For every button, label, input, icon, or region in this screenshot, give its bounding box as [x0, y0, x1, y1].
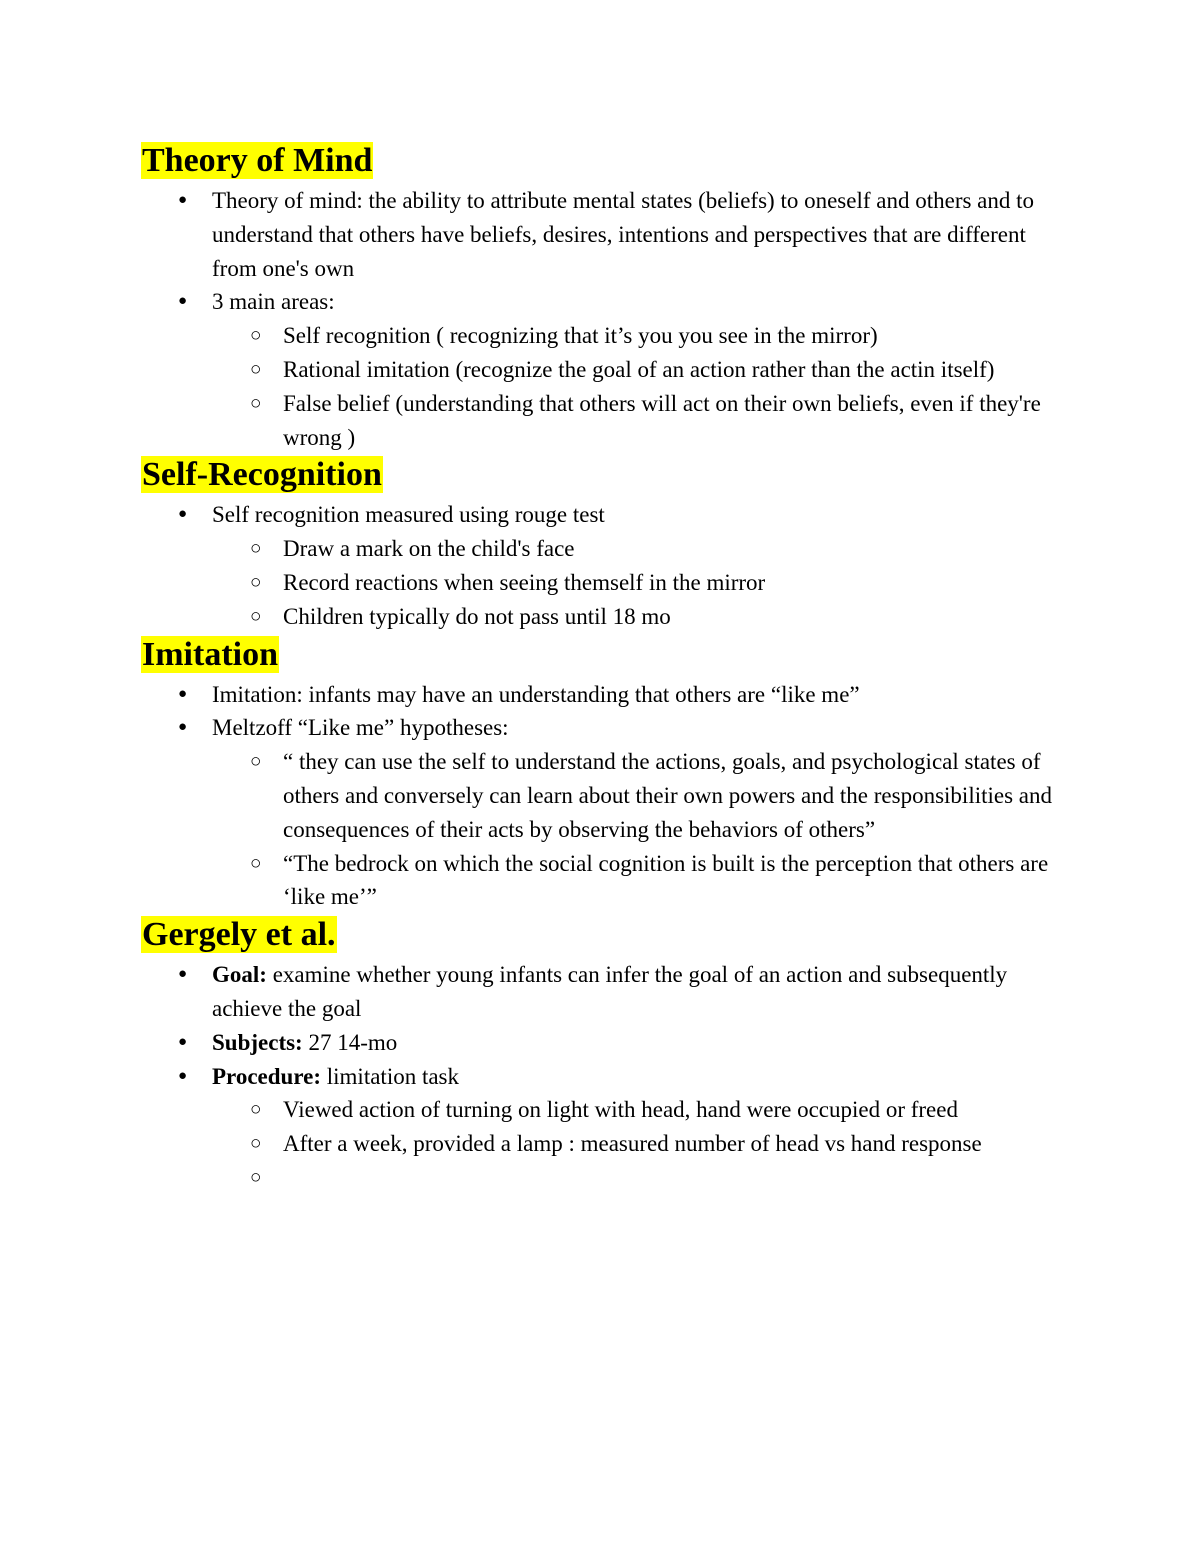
bullet-icon: ●: [178, 1067, 188, 1084]
bullet-icon: ●: [178, 192, 188, 208]
item-body: examine whether young infants can infer the goal of an action and subsequently achieve the goal: [212, 962, 1008, 1021]
hollow-bullet-icon: ○: [250, 1133, 262, 1155]
sub-list-item-text: Children typically do not pass until 18 mo: [283, 603, 671, 629]
item-body: 27 14-mo: [302, 1029, 398, 1055]
hollow-bullet-icon: ○: [250, 325, 262, 347]
sub-bullet-list: [212, 319, 1071, 454]
bullet-icon: ●: [178, 1033, 188, 1050]
section-heading: [141, 140, 1071, 184]
hollow-bullet-icon: ○: [250, 571, 262, 593]
hollow-bullet-icon: ○: [250, 852, 262, 874]
bullet-list: [141, 958, 1071, 1204]
sub-list-item-text: “The bedrock on which the social cognition is built is the perception that others are ‘like me’”: [283, 850, 1049, 910]
hollow-bullet-icon: ○: [250, 358, 262, 380]
section-self-recognition: [141, 454, 1071, 633]
bullet-icon: ●: [178, 719, 188, 736]
item-body: limitation task: [321, 1063, 460, 1089]
list-item: [141, 285, 1071, 454]
bullet-list: [141, 498, 1071, 633]
sub-list-item: [141, 745, 1071, 846]
sub-bullet-list: [212, 1093, 1071, 1204]
heading-highlight: Gergely et al.: [142, 916, 336, 954]
list-item: [141, 498, 1071, 633]
sub-bullet-list: [212, 745, 1071, 914]
list-item: [141, 1026, 1071, 1060]
heading-highlight: Imitation: [142, 635, 278, 673]
item-body: Imitation: infants may have an understanding that others are “like me”: [212, 681, 860, 707]
list-item-text: [212, 1064, 459, 1089]
item-body: Meltzoff “Like me” hypotheses:: [212, 715, 509, 741]
sub-list-item: [141, 566, 1071, 600]
heading-highlight: Self-Recognition: [142, 456, 382, 494]
hollow-bullet-icon: ○: [250, 538, 262, 560]
sub-list-item: [141, 1127, 1071, 1161]
sub-list-item-empty[interactable]: [141, 1161, 1071, 1205]
bullet-list: [141, 678, 1071, 915]
hollow-bullet-icon: ○: [250, 1099, 262, 1121]
sub-list-item: [141, 600, 1071, 634]
section-heading: [141, 634, 1071, 678]
bullet-list: [141, 184, 1071, 454]
hollow-bullet-icon: ○: [250, 1166, 262, 1188]
list-item-text: [212, 682, 860, 707]
hollow-bullet-icon: ○: [250, 605, 262, 627]
section-heading: [141, 454, 1071, 498]
list-item-text: [212, 962, 1007, 1021]
sub-list-item: [141, 532, 1071, 566]
section-heading: [141, 914, 1071, 958]
list-item: [141, 958, 1071, 1026]
list-item-text: [212, 289, 335, 314]
item-body: 3 main areas:: [212, 289, 335, 315]
sub-list-item-text: Self recognition ( recognizing that it’s you you see in the mirror): [283, 323, 878, 349]
hollow-bullet-icon: ○: [250, 751, 262, 773]
list-item: [141, 184, 1071, 285]
section-theory-of-mind: [141, 140, 1071, 454]
sub-list-item-text: Rational imitation (recognize the goal of an action rather than the actin itself): [283, 356, 995, 382]
bullet-icon: ●: [178, 966, 188, 983]
hollow-bullet-icon: ○: [250, 392, 262, 414]
sub-list-item-text: False belief (understanding that others will act on their own beliefs, even if they're wrong ): [283, 390, 1041, 450]
sub-list-item: [141, 387, 1071, 455]
list-item-text: [212, 502, 605, 527]
list-item: [141, 711, 1071, 914]
list-item-text: [212, 1030, 397, 1055]
list-item: [141, 678, 1071, 712]
bullet-icon: ●: [178, 685, 188, 702]
item-label: Goal:: [212, 962, 267, 988]
list-item: [141, 1060, 1071, 1205]
list-item-text: [212, 188, 1034, 281]
item-label: Procedure:: [212, 1063, 322, 1089]
item-label: Subjects:: [212, 1029, 303, 1055]
sub-list-item-text: Draw a mark on the child's face: [283, 536, 575, 562]
heading-highlight: Theory of Mind: [142, 142, 373, 179]
sub-list-item-text: Record reactions when seeing themself in the mirror: [283, 569, 766, 595]
section-imitation: [141, 634, 1071, 915]
list-item-text: [212, 715, 509, 740]
sub-list-item: [141, 319, 1071, 353]
sub-list-item: [141, 353, 1071, 387]
sub-list-item-text: Viewed action of turning on light with head, hand were occupied or freed: [283, 1097, 958, 1123]
sub-list-item: [141, 847, 1071, 915]
sub-list-item-text: After a week, provided a lamp : measured number of head vs hand response: [283, 1131, 982, 1157]
document-page: [141, 140, 1071, 1205]
bullet-icon: ●: [178, 506, 188, 523]
item-body: Self recognition measured using rouge test: [212, 502, 605, 528]
sub-list-item: [141, 1093, 1071, 1127]
sub-bullet-list: [212, 532, 1071, 633]
sub-list-item-text: “ they can use the self to understand the actions, goals, and psychological states of others and conversely can learn about their own powers and the responsibilities and consequences of their acts by observing the behaviors of others”: [283, 749, 1052, 842]
item-body: Theory of mind: the ability to attribute mental states (beliefs) to oneself and others and to understand that others have beliefs, desires, intentions and perspectives that are different from one's own: [212, 188, 1035, 281]
bullet-icon: ●: [178, 293, 188, 310]
section-gergely-et-al: [141, 914, 1071, 1204]
